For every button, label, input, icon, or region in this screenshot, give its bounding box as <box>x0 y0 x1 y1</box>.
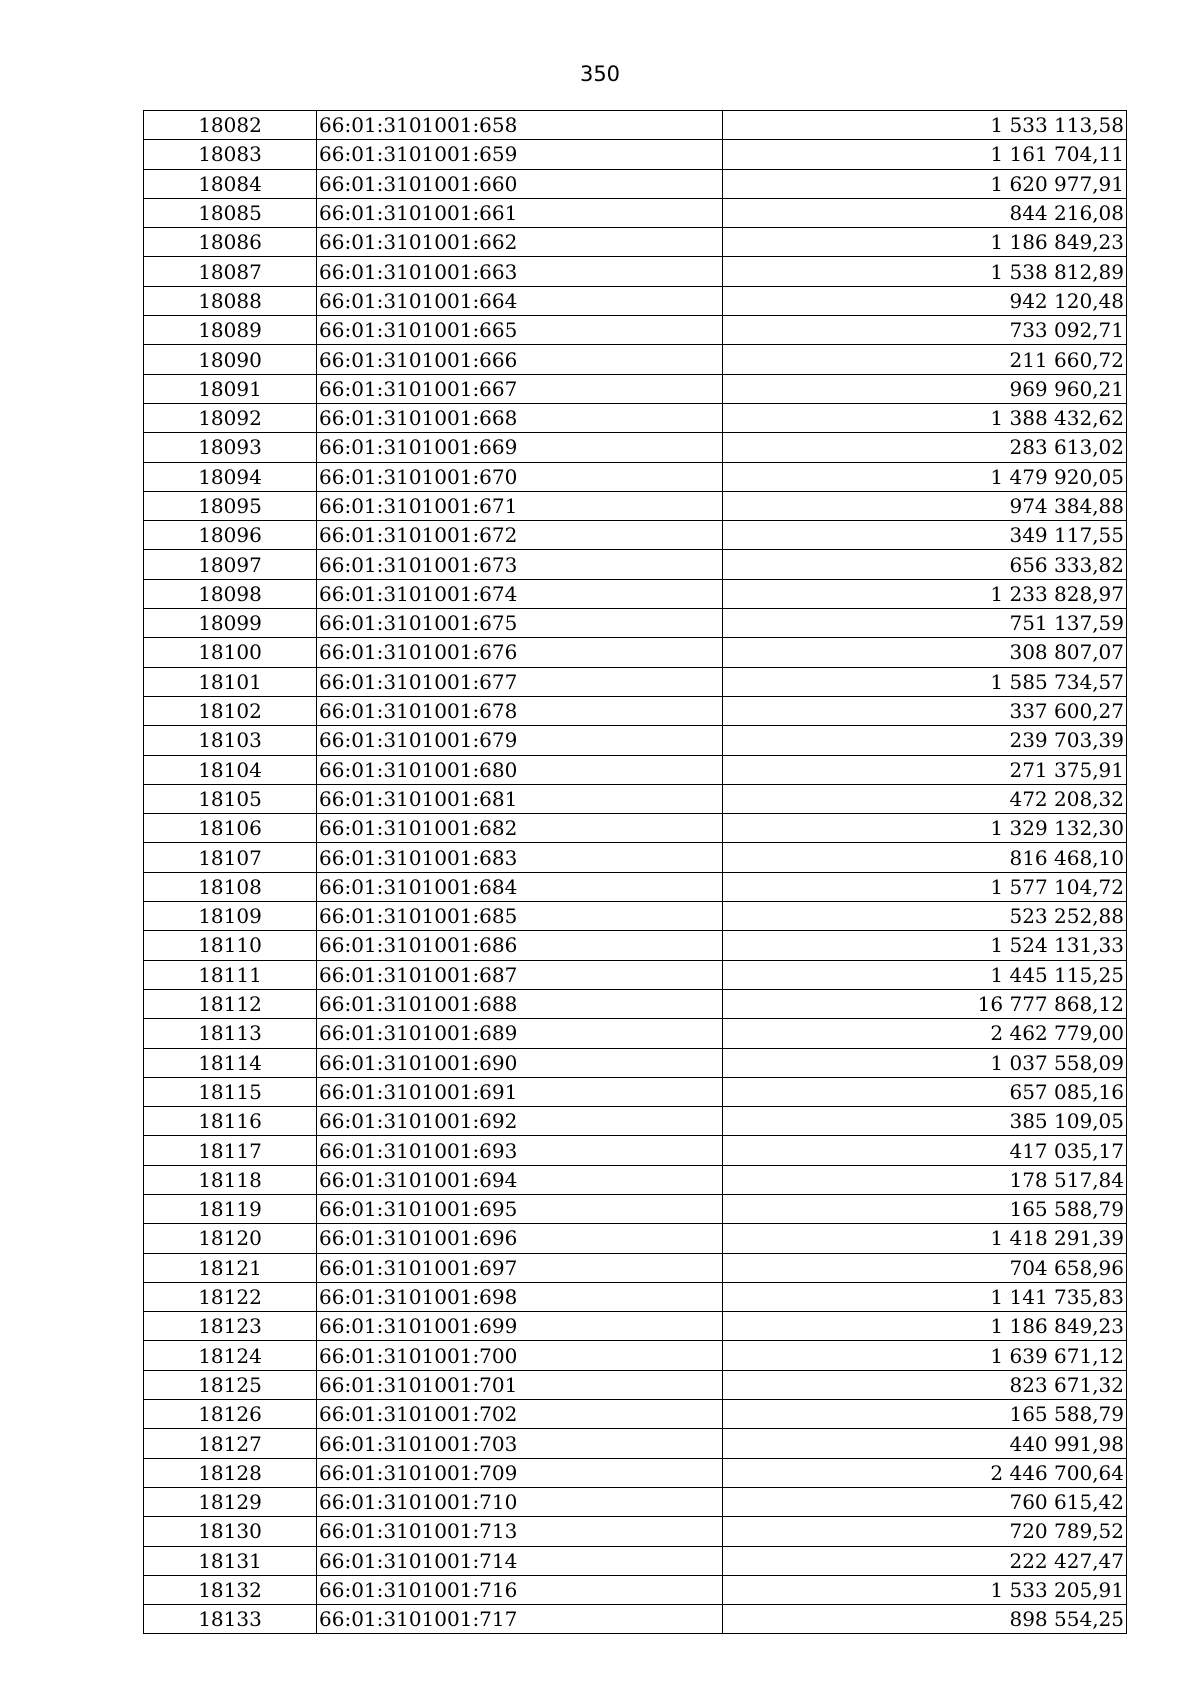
table-row <box>144 1546 1127 1575</box>
table-row <box>144 491 1127 520</box>
row-number-cell: 18116 <box>144 1107 317 1136</box>
row-number-cell: 18132 <box>144 1575 317 1604</box>
table-row <box>144 1400 1127 1429</box>
cadastral-value-cell: 942 120,48 <box>723 286 1127 315</box>
table-row <box>144 111 1127 140</box>
cadastral-number-cell: 66:01:3101001:663 <box>317 257 723 286</box>
cadastral-value-cell: 1 037 558,09 <box>723 1048 1127 1077</box>
cadastral-value-cell: 1 233 828,97 <box>723 579 1127 608</box>
row-number-cell: 18110 <box>144 931 317 960</box>
cadastral-number-cell: 66:01:3101001:689 <box>317 1019 723 1048</box>
table-row <box>144 1429 1127 1458</box>
row-number-cell: 18126 <box>144 1400 317 1429</box>
cadastral-number-cell: 66:01:3101001:679 <box>317 726 723 755</box>
cadastral-value-cell: 283 613,02 <box>723 433 1127 462</box>
cadastral-value-cell: 308 807,07 <box>723 638 1127 667</box>
cadastral-value-cell: 472 208,32 <box>723 784 1127 813</box>
cadastral-value-cell: 704 658,96 <box>723 1253 1127 1282</box>
cadastral-value-cell: 1 538 812,89 <box>723 257 1127 286</box>
row-number-cell: 18119 <box>144 1194 317 1223</box>
row-number-cell: 18098 <box>144 579 317 608</box>
row-number-cell: 18127 <box>144 1429 317 1458</box>
row-number-cell: 18117 <box>144 1136 317 1165</box>
cadastral-value-cell: 165 588,79 <box>723 1400 1127 1429</box>
row-number-cell: 18107 <box>144 843 317 872</box>
cadastral-value-cell: 1 388 432,62 <box>723 403 1127 432</box>
cadastral-number-cell: 66:01:3101001:699 <box>317 1312 723 1341</box>
cadastral-value-cell: 165 588,79 <box>723 1194 1127 1223</box>
table-row <box>144 1517 1127 1546</box>
cadastral-value-cell: 222 427,47 <box>723 1546 1127 1575</box>
cadastral-number-cell: 66:01:3101001:664 <box>317 286 723 315</box>
row-number-cell: 18092 <box>144 403 317 432</box>
cadastral-number-cell: 66:01:3101001:661 <box>317 198 723 227</box>
cadastral-value-cell: 823 671,32 <box>723 1370 1127 1399</box>
row-number-cell: 18088 <box>144 286 317 315</box>
cadastral-value-cell: 1 577 104,72 <box>723 872 1127 901</box>
table-row <box>144 1165 1127 1194</box>
row-number-cell: 18130 <box>144 1517 317 1546</box>
cadastral-number-cell: 66:01:3101001:684 <box>317 872 723 901</box>
row-number-cell: 18118 <box>144 1165 317 1194</box>
cadastral-number-cell: 66:01:3101001:680 <box>317 755 723 784</box>
cadastral-number-cell: 66:01:3101001:687 <box>317 960 723 989</box>
row-number-cell: 18125 <box>144 1370 317 1399</box>
row-number-cell: 18102 <box>144 696 317 725</box>
table-row <box>144 1341 1127 1370</box>
table-row <box>144 960 1127 989</box>
table-row <box>144 638 1127 667</box>
row-number-cell: 18091 <box>144 374 317 403</box>
table-row <box>144 1019 1127 1048</box>
cadastral-value-cell: 720 789,52 <box>723 1517 1127 1546</box>
cadastral-number-cell: 66:01:3101001:659 <box>317 140 723 169</box>
cadastral-number-cell: 66:01:3101001:670 <box>317 462 723 491</box>
row-number-cell: 18104 <box>144 755 317 784</box>
table-row <box>144 1107 1127 1136</box>
row-number-cell: 18120 <box>144 1224 317 1253</box>
cadastral-number-cell: 66:01:3101001:668 <box>317 403 723 432</box>
cadastral-value-cell: 1 141 735,83 <box>723 1282 1127 1311</box>
row-number-cell: 18124 <box>144 1341 317 1370</box>
cadastral-value-cell: 349 117,55 <box>723 521 1127 550</box>
cadastral-value-cell: 898 554,25 <box>723 1605 1127 1634</box>
cadastral-number-cell: 66:01:3101001:690 <box>317 1048 723 1077</box>
table-row <box>144 257 1127 286</box>
cadastral-value-cell: 1 329 132,30 <box>723 814 1127 843</box>
cadastral-value-table <box>143 110 1127 1634</box>
cadastral-value-cell: 1 161 704,11 <box>723 140 1127 169</box>
cadastral-value-cell: 816 468,10 <box>723 843 1127 872</box>
cadastral-number-cell: 66:01:3101001:695 <box>317 1194 723 1223</box>
cadastral-number-cell: 66:01:3101001:700 <box>317 1341 723 1370</box>
cadastral-number-cell: 66:01:3101001:716 <box>317 1575 723 1604</box>
cadastral-value-cell: 844 216,08 <box>723 198 1127 227</box>
cadastral-value-cell: 733 092,71 <box>723 316 1127 345</box>
table-row <box>144 1370 1127 1399</box>
cadastral-number-cell: 66:01:3101001:675 <box>317 609 723 638</box>
cadastral-number-cell: 66:01:3101001:697 <box>317 1253 723 1282</box>
table-body <box>144 111 1127 1634</box>
table-row <box>144 667 1127 696</box>
cadastral-value-cell: 16 777 868,12 <box>723 989 1127 1018</box>
table-row <box>144 1048 1127 1077</box>
cadastral-value-cell: 1 186 849,23 <box>723 228 1127 257</box>
row-number-cell: 18086 <box>144 228 317 257</box>
cadastral-value-cell: 523 252,88 <box>723 902 1127 931</box>
row-number-cell: 18121 <box>144 1253 317 1282</box>
cadastral-value-cell: 1 620 977,91 <box>723 169 1127 198</box>
row-number-cell: 18096 <box>144 521 317 550</box>
table-row <box>144 1077 1127 1106</box>
cadastral-number-cell: 66:01:3101001:681 <box>317 784 723 813</box>
cadastral-value-cell: 974 384,88 <box>723 491 1127 520</box>
table-row <box>144 198 1127 227</box>
cadastral-value-cell: 1 524 131,33 <box>723 931 1127 960</box>
table-row <box>144 1458 1127 1487</box>
cadastral-number-cell: 66:01:3101001:677 <box>317 667 723 696</box>
row-number-cell: 18122 <box>144 1282 317 1311</box>
cadastral-number-cell: 66:01:3101001:674 <box>317 579 723 608</box>
row-number-cell: 18100 <box>144 638 317 667</box>
cadastral-value-cell: 178 517,84 <box>723 1165 1127 1194</box>
table-row <box>144 1136 1127 1165</box>
row-number-cell: 18114 <box>144 1048 317 1077</box>
cadastral-value-cell: 656 333,82 <box>723 550 1127 579</box>
row-number-cell: 18083 <box>144 140 317 169</box>
cadastral-value-cell: 1 639 671,12 <box>723 1341 1127 1370</box>
cadastral-number-cell: 66:01:3101001:693 <box>317 1136 723 1165</box>
cadastral-value-cell: 657 085,16 <box>723 1077 1127 1106</box>
table-row <box>144 696 1127 725</box>
cadastral-number-cell: 66:01:3101001:678 <box>317 696 723 725</box>
cadastral-number-cell: 66:01:3101001:673 <box>317 550 723 579</box>
table-row <box>144 374 1127 403</box>
row-number-cell: 18109 <box>144 902 317 931</box>
cadastral-value-cell: 1 585 734,57 <box>723 667 1127 696</box>
cadastral-number-cell: 66:01:3101001:703 <box>317 1429 723 1458</box>
cadastral-value-cell: 271 375,91 <box>723 755 1127 784</box>
cadastral-value-cell: 1 186 849,23 <box>723 1312 1127 1341</box>
cadastral-number-cell: 66:01:3101001:658 <box>317 111 723 140</box>
cadastral-number-cell: 66:01:3101001:685 <box>317 902 723 931</box>
table-row <box>144 784 1127 813</box>
table-row <box>144 931 1127 960</box>
table-row <box>144 286 1127 315</box>
table-row <box>144 550 1127 579</box>
row-number-cell: 18095 <box>144 491 317 520</box>
table-row <box>144 169 1127 198</box>
row-number-cell: 18101 <box>144 667 317 696</box>
row-number-cell: 18090 <box>144 345 317 374</box>
cadastral-value-cell: 1 533 205,91 <box>723 1575 1127 1604</box>
row-number-cell: 18115 <box>144 1077 317 1106</box>
row-number-cell: 18108 <box>144 872 317 901</box>
cadastral-value-cell: 337 600,27 <box>723 696 1127 725</box>
table-row <box>144 1194 1127 1223</box>
cadastral-number-cell: 66:01:3101001:683 <box>317 843 723 872</box>
table-row <box>144 433 1127 462</box>
row-number-cell: 18105 <box>144 784 317 813</box>
table-row <box>144 140 1127 169</box>
row-number-cell: 18094 <box>144 462 317 491</box>
table-row <box>144 521 1127 550</box>
table-row <box>144 1253 1127 1282</box>
cadastral-number-cell: 66:01:3101001:667 <box>317 374 723 403</box>
cadastral-value-cell: 385 109,05 <box>723 1107 1127 1136</box>
cadastral-number-cell: 66:01:3101001:691 <box>317 1077 723 1106</box>
row-number-cell: 18099 <box>144 609 317 638</box>
row-number-cell: 18131 <box>144 1546 317 1575</box>
cadastral-value-cell: 1 479 920,05 <box>723 462 1127 491</box>
table-row <box>144 1224 1127 1253</box>
row-number-cell: 18087 <box>144 257 317 286</box>
row-number-cell: 18084 <box>144 169 317 198</box>
cadastral-value-cell: 1 445 115,25 <box>723 960 1127 989</box>
table-row <box>144 989 1127 1018</box>
table-row <box>144 609 1127 638</box>
cadastral-number-cell: 66:01:3101001:696 <box>317 1224 723 1253</box>
table-row <box>144 403 1127 432</box>
table-row <box>144 579 1127 608</box>
table-row <box>144 1575 1127 1604</box>
table-row <box>144 462 1127 491</box>
row-number-cell: 18112 <box>144 989 317 1018</box>
table-row <box>144 872 1127 901</box>
cadastral-value-cell: 239 703,39 <box>723 726 1127 755</box>
row-number-cell: 18082 <box>144 111 317 140</box>
table-row <box>144 843 1127 872</box>
table-row <box>144 316 1127 345</box>
cadastral-number-cell: 66:01:3101001:682 <box>317 814 723 843</box>
cadastral-number-cell: 66:01:3101001:669 <box>317 433 723 462</box>
cadastral-value-cell: 211 660,72 <box>723 345 1127 374</box>
row-number-cell: 18085 <box>144 198 317 227</box>
table-row <box>144 345 1127 374</box>
cadastral-number-cell: 66:01:3101001:676 <box>317 638 723 667</box>
cadastral-number-cell: 66:01:3101001:665 <box>317 316 723 345</box>
table-row <box>144 1282 1127 1311</box>
cadastral-number-cell: 66:01:3101001:714 <box>317 1546 723 1575</box>
cadastral-value-cell: 1 533 113,58 <box>723 111 1127 140</box>
row-number-cell: 18097 <box>144 550 317 579</box>
cadastral-value-cell: 2 462 779,00 <box>723 1019 1127 1048</box>
page-number: 350 <box>579 62 621 86</box>
cadastral-value-cell: 760 615,42 <box>723 1487 1127 1516</box>
row-number-cell: 18123 <box>144 1312 317 1341</box>
cadastral-number-cell: 66:01:3101001:710 <box>317 1487 723 1516</box>
cadastral-number-cell: 66:01:3101001:701 <box>317 1370 723 1399</box>
table-row <box>144 1312 1127 1341</box>
row-number-cell: 18133 <box>144 1605 317 1634</box>
row-number-cell: 18106 <box>144 814 317 843</box>
cadastral-number-cell: 66:01:3101001:672 <box>317 521 723 550</box>
cadastral-number-cell: 66:01:3101001:717 <box>317 1605 723 1634</box>
cadastral-number-cell: 66:01:3101001:694 <box>317 1165 723 1194</box>
table-row <box>144 1487 1127 1516</box>
table-row <box>144 814 1127 843</box>
cadastral-number-cell: 66:01:3101001:660 <box>317 169 723 198</box>
cadastral-number-cell: 66:01:3101001:698 <box>317 1282 723 1311</box>
table-row <box>144 902 1127 931</box>
cadastral-value-cell: 2 446 700,64 <box>723 1458 1127 1487</box>
cadastral-value-cell: 1 418 291,39 <box>723 1224 1127 1253</box>
cadastral-number-cell: 66:01:3101001:686 <box>317 931 723 960</box>
row-number-cell: 18111 <box>144 960 317 989</box>
table-row <box>144 1605 1127 1634</box>
row-number-cell: 18089 <box>144 316 317 345</box>
table-row <box>144 726 1127 755</box>
cadastral-value-cell: 440 991,98 <box>723 1429 1127 1458</box>
cadastral-number-cell: 66:01:3101001:709 <box>317 1458 723 1487</box>
cadastral-number-cell: 66:01:3101001:713 <box>317 1517 723 1546</box>
cadastral-number-cell: 66:01:3101001:671 <box>317 491 723 520</box>
table-row <box>144 755 1127 784</box>
cadastral-value-cell: 751 137,59 <box>723 609 1127 638</box>
table-row <box>144 228 1127 257</box>
cadastral-number-cell: 66:01:3101001:692 <box>317 1107 723 1136</box>
cadastral-value-cell: 417 035,17 <box>723 1136 1127 1165</box>
cadastral-number-cell: 66:01:3101001:702 <box>317 1400 723 1429</box>
row-number-cell: 18103 <box>144 726 317 755</box>
row-number-cell: 18113 <box>144 1019 317 1048</box>
cadastral-value-cell: 969 960,21 <box>723 374 1127 403</box>
row-number-cell: 18128 <box>144 1458 317 1487</box>
cadastral-number-cell: 66:01:3101001:662 <box>317 228 723 257</box>
cadastral-number-cell: 66:01:3101001:666 <box>317 345 723 374</box>
cadastral-number-cell: 66:01:3101001:688 <box>317 989 723 1018</box>
row-number-cell: 18093 <box>144 433 317 462</box>
row-number-cell: 18129 <box>144 1487 317 1516</box>
